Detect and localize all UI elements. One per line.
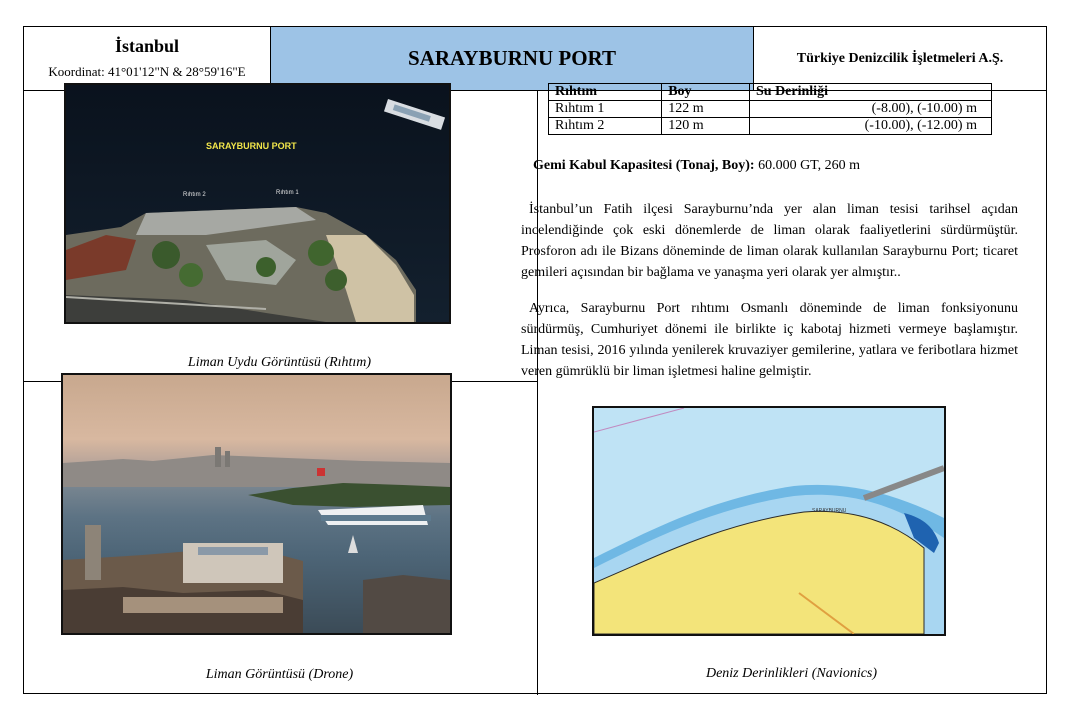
satellite-image [64,83,451,324]
history-paragraph: İstanbul’un Fatih ilçesi Sarayburnu’nda yer alan liman tesisi tarihsel açıdan incelendiğinde çok eski dönemlerde de liman olarak faaliyetlerini sürdürmüştür. Prosforon adı ile Bizans döneminde de liman olarak kullanılan Sarayburnu Port; ticaret gemileri açısından bir bağlama ve yanaşma yeri olarak yer almıştır.. [521,202,1018,280]
column-divider [537,91,538,695]
chart-place-label: SARAYBURNU [812,508,847,514]
column-header: Rıhtım [549,84,662,101]
table-cell: 122 m [662,101,750,118]
column-header: Su Derinliği [750,84,992,101]
depth-chart-image [592,406,946,636]
capacity-label: Gemi Kabul Kapasitesi (Tonaj, Boy): [533,158,755,173]
drone-caption: Liman Görüntüsü (Drone) [205,667,354,682]
table-cell: Rıhtım 2 [549,118,662,135]
location-cell [24,27,271,91]
capacity-line [533,158,860,174]
berth-table [548,83,992,135]
page-title: SARAYBURNU PORT [271,27,754,91]
company-name: Türkiye Denizcilik İşletmeleri A.Ş. [754,27,1046,91]
drone-image [61,373,452,635]
operations-paragraph: Ayrıca, Sarayburnu Port rıhtımı Osmanlı döneminde de liman fonksiyonunu sürdürmüş, Cumhuriyet dönemi ile birlikte iç kabotaj hizmeti vermeye başlamıştır. Liman tesisi, 2016 yılında yenilerek kruvaziyer gemilerine, yatlara ve feribotlara hizmet veren gümrüklü bir liman işletmesi haline gelmiştir. [521,301,1018,379]
port-label: SARAYBURNU PORT [206,141,297,151]
table-header-row [549,84,992,101]
satellite-caption: Liman Uydu Görüntüsü (Rıhtım) [187,355,372,370]
table-cell: (-8.00), (-10.00) m [750,101,992,118]
coordinates: Koordinat: 41°01'12"N & 28°59'16"E [48,64,246,79]
table-cell: (-10.00), (-12.00) m [750,118,992,135]
berth-2-label: Rıhtım 2 [183,192,206,198]
table-cell: 120 m [662,118,750,135]
table-row [549,118,992,135]
chart-caption: Deniz Derinlikleri (Navionics) [705,666,878,681]
table-cell: Rıhtım 1 [549,101,662,118]
column-header: Boy [662,84,750,101]
capacity-value: 60.000 GT, 260 m [754,158,861,173]
table-row [549,101,992,118]
city-name: İstanbul [114,36,180,56]
berth-1-label: Rıhtım 1 [276,190,299,196]
